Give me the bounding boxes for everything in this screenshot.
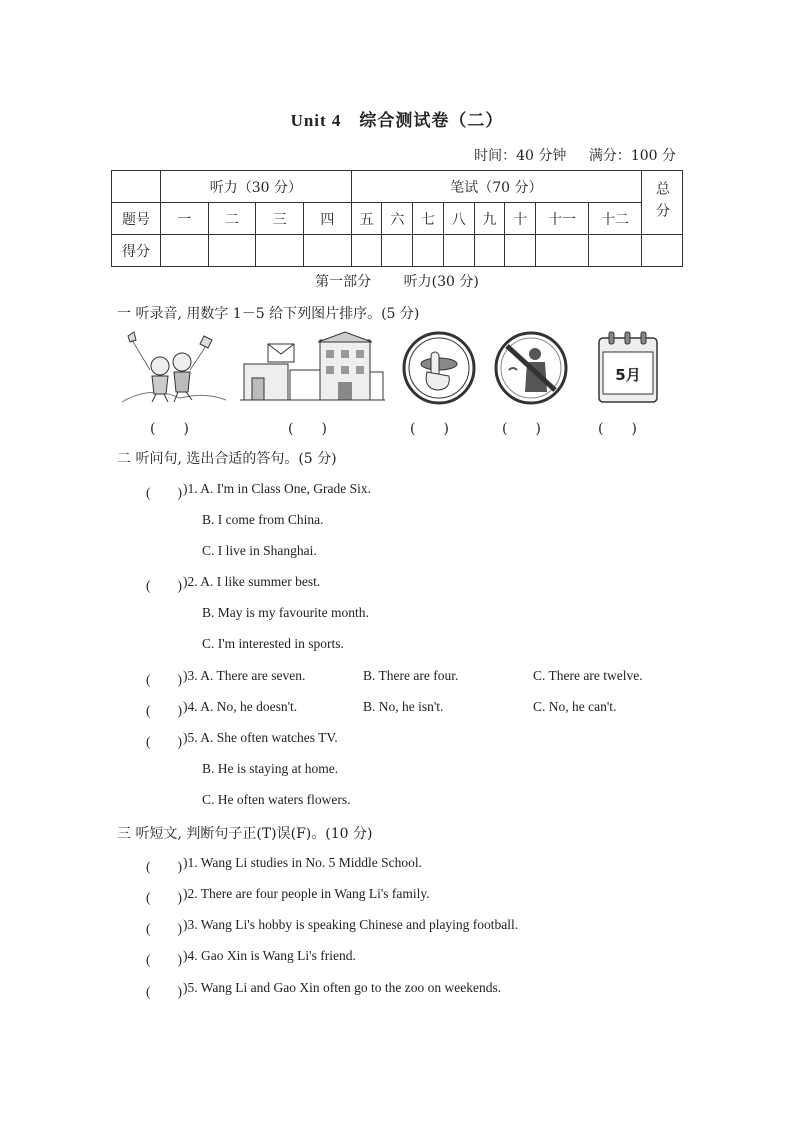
statement-2: )2. There are four people in Wang Li's family. xyxy=(183,886,430,901)
answer-blank[interactable]: ( ) xyxy=(146,672,182,687)
question-1-option-a: )1. A. I'm in Class One, Grade Six. xyxy=(183,481,372,496)
question-3-option-a: )3. A. There are seven. xyxy=(183,668,306,683)
answer-blank[interactable]: ( ) xyxy=(146,859,182,874)
answer-blank[interactable]: ( ) xyxy=(146,485,182,500)
statement-3: )3. Wang Li's hobby is speaking Chinese and playing football. xyxy=(183,917,519,932)
score-cell[interactable] xyxy=(474,235,505,267)
question-number: 三 xyxy=(256,203,304,235)
section2-heading: 二 听问句, 选出合适的答句。(5 分) xyxy=(117,451,337,467)
page-title: Unit 4 综合测试卷（二） xyxy=(290,111,504,130)
question-number: 六 xyxy=(382,203,413,235)
answer-blank[interactable]: ( ) xyxy=(146,984,182,999)
calendar-may-icon xyxy=(595,330,661,406)
part-one-label: 第一部分 xyxy=(315,274,372,290)
question-4-option-a: )4. A. No, he doesn't. xyxy=(183,699,298,714)
question-4-option-c: C. No, he can't. xyxy=(533,699,617,714)
exam-meta xyxy=(456,145,676,165)
score-cell[interactable] xyxy=(256,235,304,267)
question-number: 九 xyxy=(474,203,505,235)
answer-blank[interactable]: ( ) xyxy=(146,703,182,718)
question-number: 一 xyxy=(161,203,209,235)
question-2-option-c: C. I'm interested in sports. xyxy=(202,636,344,651)
score-table xyxy=(111,170,683,267)
score-cell[interactable] xyxy=(304,235,352,267)
quiet-sign-icon xyxy=(401,330,477,406)
score-cell[interactable] xyxy=(443,235,474,267)
score-cell[interactable] xyxy=(505,235,536,267)
exam-time: 时间：40 分钟 xyxy=(474,148,567,164)
row-label-score: 得分 xyxy=(112,235,161,267)
score-cell[interactable] xyxy=(413,235,444,267)
question-number: 五 xyxy=(351,203,382,235)
question-number: 十二 xyxy=(589,203,642,235)
question-2-option-a: )2. A. I like summer best. xyxy=(183,574,321,589)
listening-header: 听力（30 分） xyxy=(161,171,352,203)
picture-answer-4[interactable]: ( ) xyxy=(502,421,541,437)
question-3-option-b: B. There are four. xyxy=(363,668,459,683)
answer-blank[interactable]: ( ) xyxy=(146,890,182,905)
answer-blank[interactable]: ( ) xyxy=(146,952,182,967)
score-cell[interactable] xyxy=(161,235,209,267)
score-cell[interactable] xyxy=(208,235,256,267)
question-4-option-b: B. No, he isn't. xyxy=(363,699,444,714)
score-cell[interactable] xyxy=(589,235,642,267)
total-header: 总分 xyxy=(642,171,683,235)
question-number: 二 xyxy=(208,203,256,235)
exam-full-marks: 满分：100 分 xyxy=(588,148,676,164)
question-3-option-c: C. There are twelve. xyxy=(533,668,643,683)
question-number: 七 xyxy=(413,203,444,235)
picture-answer-5[interactable]: ( ) xyxy=(598,421,637,437)
question-number: 八 xyxy=(443,203,474,235)
picture-answer-1[interactable]: ( ) xyxy=(150,421,189,437)
picture-answer-2[interactable]: ( ) xyxy=(288,421,327,437)
total-score-cell[interactable] xyxy=(642,235,683,267)
row-label-number: 题号 xyxy=(112,203,161,235)
part-one-subtitle: 听力(30 分) xyxy=(403,274,479,290)
question-2-option-b: B. May is my favourite month. xyxy=(202,605,369,620)
answer-blank[interactable]: ( ) xyxy=(146,734,182,749)
statement-1: )1. Wang Li studies in No. 5 Middle School. xyxy=(183,855,423,870)
kite-flying-children-icon xyxy=(120,330,228,406)
no-smoking-sign-icon xyxy=(493,330,569,406)
question-number: 十 xyxy=(505,203,536,235)
picture-row xyxy=(117,330,677,410)
statement-5: )5. Wang Li and Gao Xin often go to the zoo on weekends. xyxy=(183,980,502,995)
picture-answer-3[interactable]: ( ) xyxy=(410,421,449,437)
answer-blank[interactable]: ( ) xyxy=(146,921,182,936)
question-1-option-b: B. I come from China. xyxy=(202,512,324,527)
section3-heading: 三 听短文, 判断句子正(T)误(F)。(10 分) xyxy=(117,826,373,842)
score-cell[interactable] xyxy=(382,235,413,267)
post-office-and-school-icon xyxy=(240,330,385,406)
answer-blank[interactable]: ( ) xyxy=(146,578,182,593)
writing-header: 笔试（70 分） xyxy=(351,171,641,203)
part-one-heading xyxy=(0,271,794,291)
question-5-option-c: C. He often waters flowers. xyxy=(202,792,351,807)
question-1-option-c: C. I live in Shanghai. xyxy=(202,543,317,558)
section1-heading: 一 听录音, 用数字 1－5 给下列图片排序。(5 分) xyxy=(117,306,420,322)
score-table-corner xyxy=(112,171,161,203)
calendar-text: 5月 xyxy=(615,366,641,384)
question-number: 十一 xyxy=(536,203,589,235)
question-5-option-a: )5. A. She often watches TV. xyxy=(183,730,338,745)
score-cell[interactable] xyxy=(351,235,382,267)
statement-4: )4. Gao Xin is Wang Li's friend. xyxy=(183,948,356,963)
question-5-option-b: B. He is staying at home. xyxy=(202,761,339,776)
question-number: 四 xyxy=(304,203,352,235)
score-cell[interactable] xyxy=(536,235,589,267)
